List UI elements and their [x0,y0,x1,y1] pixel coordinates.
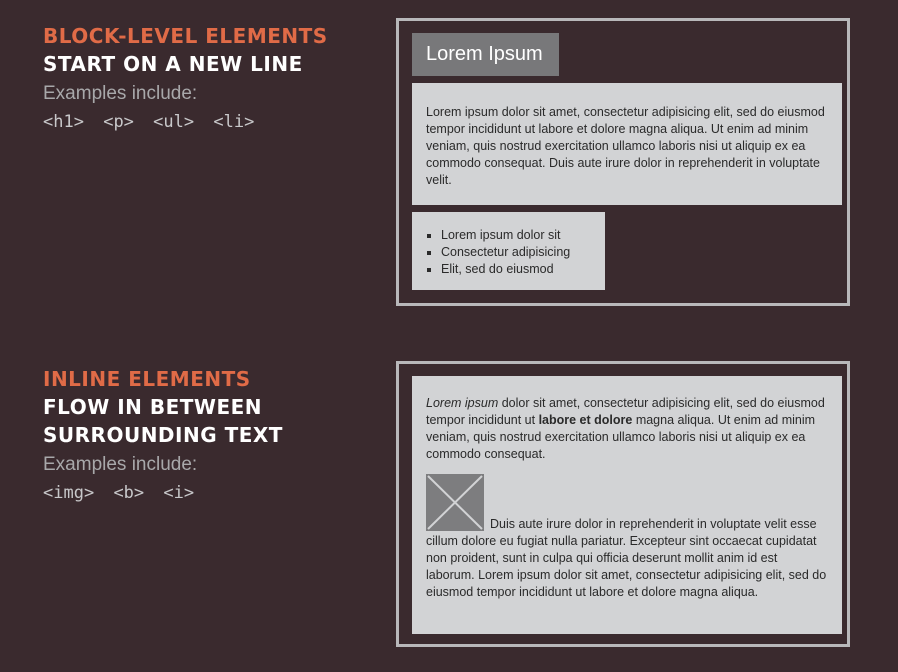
code-example-li: <li> [213,112,255,132]
inline-paragraph-2 [426,471,828,601]
code-example-i: <i> [163,483,195,503]
inline-kicker: INLINE ELEMENTS [43,367,251,391]
inline-text-box [412,376,842,634]
bold-text: labore et dolore [538,413,633,427]
inline-examples-label: Examples include: [43,454,198,475]
list-item: ▪ Consectetur adipisicing [441,244,605,261]
block-level-description [43,22,328,136]
code-example-img: <img> [43,483,95,503]
code-example-p: <p> [103,112,134,132]
inline-examples-code [43,479,283,507]
image-placeholder-icon [426,474,484,531]
image-paragraph-text: Duis aute irure dolor in reprehenderit in voluptate velit esse cillum dolore eu fugiat nulla pariatur. Excepteur sint occaecat cupidatat non proident, sunt in culpa qui officia deserunt mollit anim id est laborum. Lorem ipsum dolor sit amet, consectetur adipisicing elit, sed do eiusmod tempor incididunt ut labore et dolore magna aliqua. [426,517,827,599]
block-level-headline: START ON A NEW LINE [43,52,303,76]
demo-heading-box: Lorem Ipsum [412,33,559,76]
paragraph-text: dolor sit amet, consectetur adipisicing elit, sed do eiusmod tempor incididunt ut [426,396,825,427]
inline-headline-line1: FLOW IN BETWEEN [43,395,263,419]
inline-demo-frame [396,361,850,647]
demo-paragraph-box: Lorem ipsum dolor sit amet, consectetur adipisicing elit, sed do eiusmod tempor incididunt ut labore et dolore magna aliqua. Ut enim ad minim veniam, quis nostrud exercitation ullamco laboris nisi ut aliquip ex ea commodo consequat. Duis aute irure dolor in reprehenderit in voluptate velit. [412,83,842,205]
block-examples-label: Examples include: [43,83,198,104]
list-item: ▪ Lorem ipsum dolor sit [441,227,605,244]
block-examples-code [43,108,328,136]
code-example-b: <b> [113,483,145,503]
inline-paragraph-1 [426,395,828,463]
italic-text: Lorem ipsum [426,396,499,410]
block-demo-frame [396,18,850,306]
list-item: ▪ Elit, sed do eiusmod [441,261,605,278]
code-example-ul: <ul> [153,112,195,132]
inline-description [43,365,283,507]
demo-list-box [412,212,605,290]
paragraph-text: magna aliqua. Ut enim ad minim veniam, quis nostrud exercitation ullamco laboris nisi ut aliquip ex ea commodo consequat. [426,413,816,461]
block-level-kicker: BLOCK-LEVEL ELEMENTS [43,24,328,48]
inline-headline-line2: SURROUNDING TEXT [43,423,283,447]
code-example-h1: <h1> [43,112,84,132]
